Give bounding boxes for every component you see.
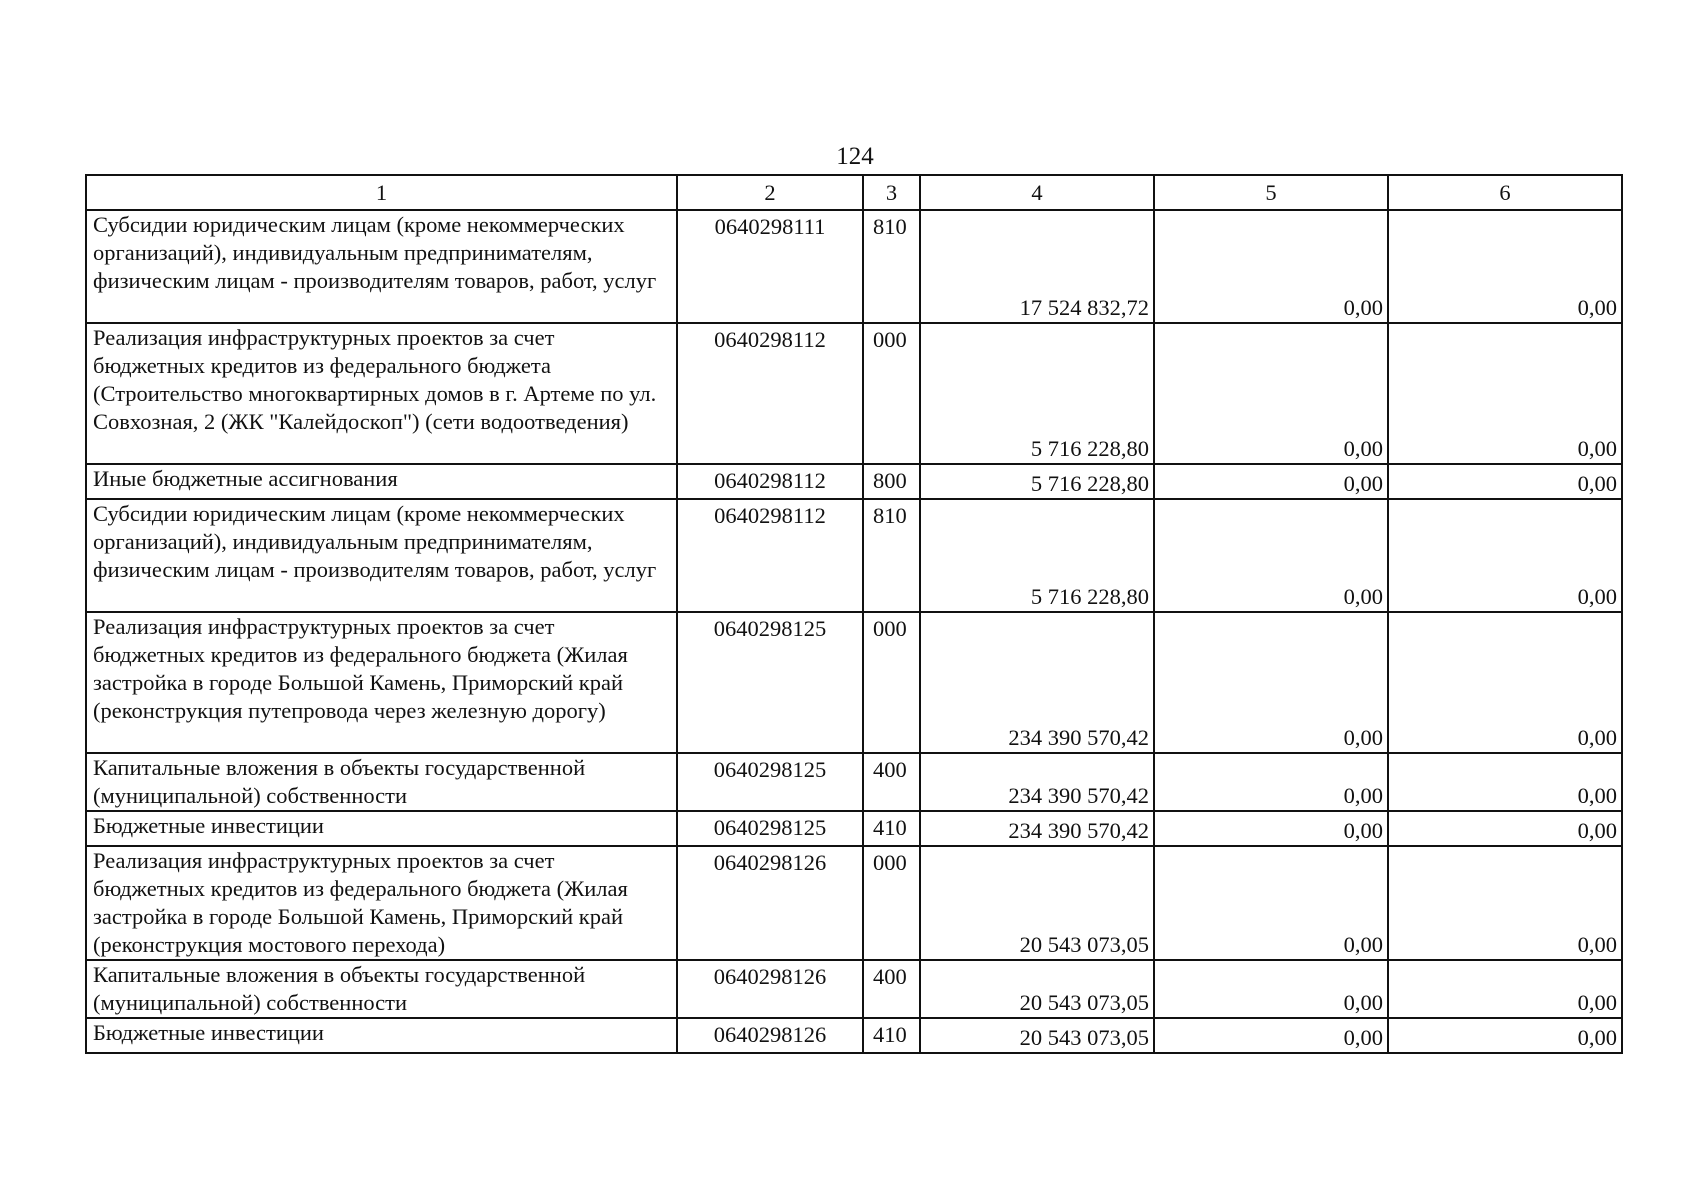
expense-name: Реализация инфраструктурных проектов за счет бюджетных кредитов из федерального бюджета (Строительство многоквартирных домов в г. Артеме по ул. Совхозная, 2 (ЖК "Калейдоскоп") (сети водоотведения)	[86, 323, 677, 464]
expense-type-code: 400	[863, 753, 920, 811]
table-row	[86, 753, 1622, 811]
amount-col6: 0,00	[1388, 960, 1622, 1018]
amount-col6: 0,00	[1388, 210, 1622, 323]
amount-col6: 0,00	[1388, 323, 1622, 464]
expense-name: Бюджетные инвестиции	[86, 1018, 677, 1053]
table-row	[86, 1018, 1622, 1053]
amount-col4: 20 543 073,05	[920, 1018, 1154, 1053]
target-code: 0640298126	[677, 846, 863, 960]
amount-col5: 0,00	[1154, 1018, 1388, 1053]
table-row	[86, 960, 1622, 1018]
target-code: 0640298125	[677, 753, 863, 811]
target-code: 0640298125	[677, 612, 863, 753]
column-number: 6	[1388, 175, 1622, 210]
amount-col6: 0,00	[1388, 846, 1622, 960]
amount-col4: 20 543 073,05	[920, 960, 1154, 1018]
table-row	[86, 612, 1622, 753]
amount-col4: 234 390 570,42	[920, 753, 1154, 811]
target-code: 0640298111	[677, 210, 863, 323]
amount-col5: 0,00	[1154, 811, 1388, 846]
amount-col4: 234 390 570,42	[920, 612, 1154, 753]
expense-name: Капитальные вложения в объекты государственной (муниципальной) собственности	[86, 960, 677, 1018]
amount-col5: 0,00	[1154, 612, 1388, 753]
expense-name: Капитальные вложения в объекты государственной (муниципальной) собственности	[86, 753, 677, 811]
amount-col6: 0,00	[1388, 753, 1622, 811]
amount-col4: 5 716 228,80	[920, 323, 1154, 464]
amount-col4: 234 390 570,42	[920, 811, 1154, 846]
amount-col5: 0,00	[1154, 846, 1388, 960]
column-number: 2	[677, 175, 863, 210]
amount-col5: 0,00	[1154, 753, 1388, 811]
expense-type-code: 800	[863, 464, 920, 499]
column-number: 4	[920, 175, 1154, 210]
expense-type-code: 400	[863, 960, 920, 1018]
table-row	[86, 210, 1622, 323]
amount-col6: 0,00	[1388, 499, 1622, 612]
column-number-row	[86, 175, 1622, 210]
amount-col4: 20 543 073,05	[920, 846, 1154, 960]
target-code: 0640298112	[677, 499, 863, 612]
expense-name: Бюджетные инвестиции	[86, 811, 677, 846]
amount-col5: 0,00	[1154, 960, 1388, 1018]
expense-type-code: 810	[863, 210, 920, 323]
expense-type-code: 410	[863, 811, 920, 846]
expense-name: Реализация инфраструктурных проектов за счет бюджетных кредитов из федерального бюджета (Жилая застройка в городе Большой Камень, Приморский край (реконструкция путепровода через железную дорогу)	[86, 612, 677, 753]
table-row	[86, 499, 1622, 612]
column-number: 1	[86, 175, 677, 210]
expense-name: Иные бюджетные ассигнования	[86, 464, 677, 499]
table-row	[86, 323, 1622, 464]
table-row	[86, 464, 1622, 499]
column-number: 5	[1154, 175, 1388, 210]
amount-col6: 0,00	[1388, 811, 1622, 846]
table-row	[86, 811, 1622, 846]
amount-col5: 0,00	[1154, 464, 1388, 499]
target-code: 0640298126	[677, 960, 863, 1018]
expense-type-code: 410	[863, 1018, 920, 1053]
amount-col5: 0,00	[1154, 323, 1388, 464]
expense-type-code: 000	[863, 612, 920, 753]
page-number: 124	[836, 143, 874, 170]
expense-type-code: 000	[863, 323, 920, 464]
amount-col4: 5 716 228,80	[920, 464, 1154, 499]
amount-col5: 0,00	[1154, 499, 1388, 612]
budget-table	[85, 174, 1623, 1054]
target-code: 0640298112	[677, 464, 863, 499]
amount-col5: 0,00	[1154, 210, 1388, 323]
target-code: 0640298126	[677, 1018, 863, 1053]
column-number: 3	[863, 175, 920, 210]
amount-col6: 0,00	[1388, 464, 1622, 499]
expense-name: Реализация инфраструктурных проектов за счет бюджетных кредитов из федерального бюджета (Жилая застройка в городе Большой Камень, Приморский край (реконструкция мостового перехода)	[86, 846, 677, 960]
target-code: 0640298112	[677, 323, 863, 464]
target-code: 0640298125	[677, 811, 863, 846]
amount-col4: 5 716 228,80	[920, 499, 1154, 612]
table-row	[86, 846, 1622, 960]
expense-type-code: 810	[863, 499, 920, 612]
expense-name: Субсидии юридическим лицам (кроме некоммерческих организаций), индивидуальным предпринимателям, физическим лицам - производителям товаров, работ, услуг	[86, 499, 677, 612]
expense-type-code: 000	[863, 846, 920, 960]
amount-col6: 0,00	[1388, 612, 1622, 753]
amount-col4: 17 524 832,72	[920, 210, 1154, 323]
expense-name: Субсидии юридическим лицам (кроме некоммерческих организаций), индивидуальным предпринимателям, физическим лицам - производителям товаров, работ, услуг	[86, 210, 677, 323]
amount-col6: 0,00	[1388, 1018, 1622, 1053]
